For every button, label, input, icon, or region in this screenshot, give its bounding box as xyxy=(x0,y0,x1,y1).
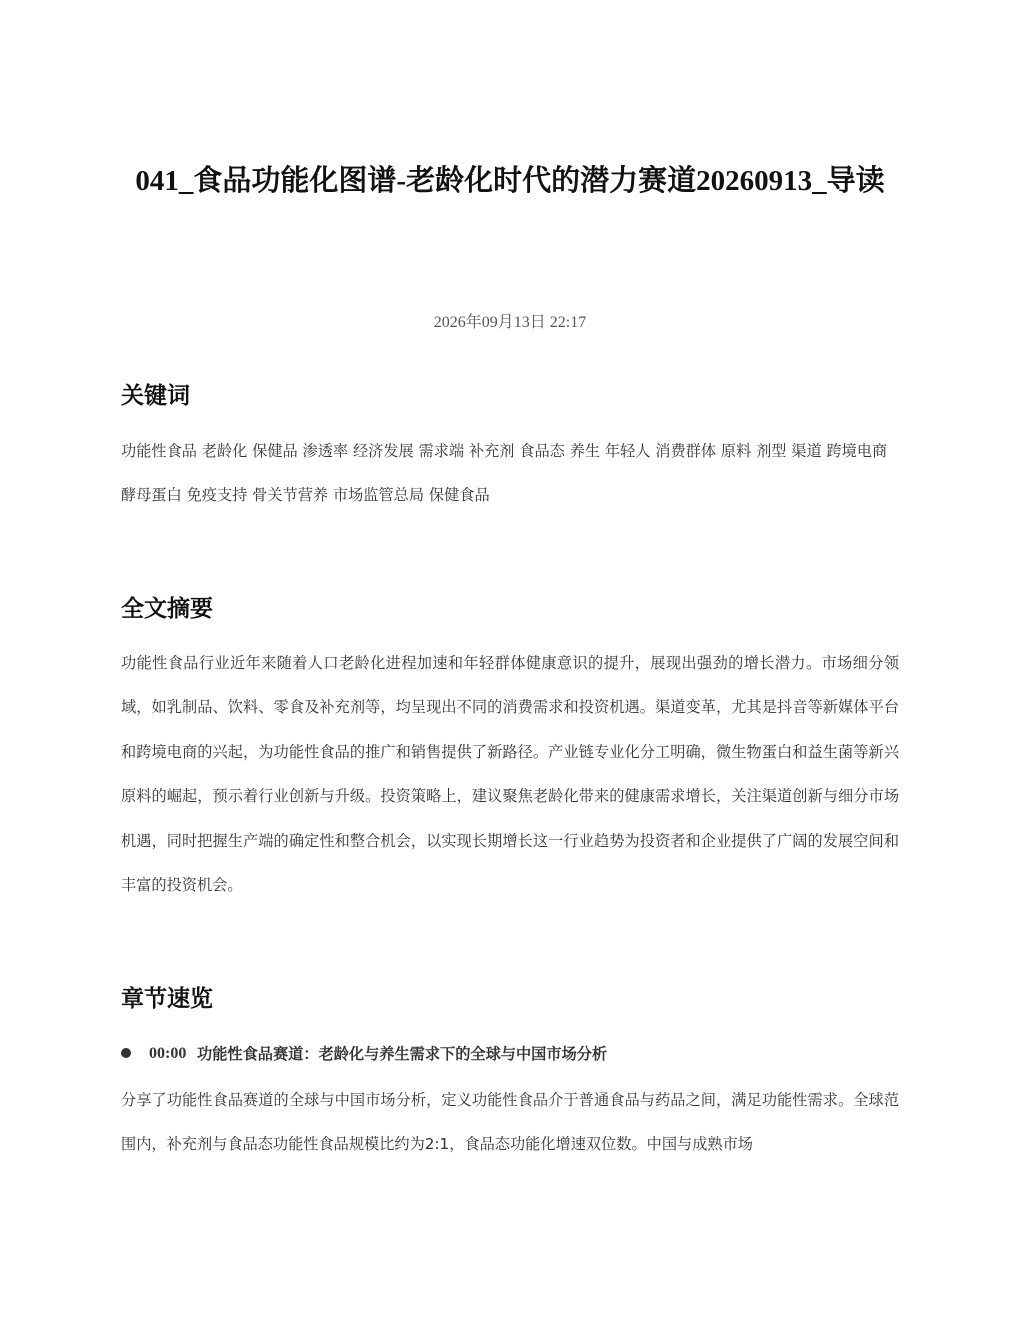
keyword: 剂型 xyxy=(756,442,787,460)
summary-text: 功能性食品行业近年来随着人口老龄化进程加速和年轻群体健康意识的提升，展现出强劲的增长潜力。市场细分领域，如乳制品、饮料、零食及补充剂等，均呈现出不同的消费需求和投资机遇。渠道变革，尤其是抖音等新媒体平台和跨境电商的兴起，为功能性食品的推广和销售提供了新路径。产业链专业化分工明确，微生物蛋白和益生菌等新兴原料的崛起，预示着行业创新与升级。投资策略上，建议聚焦老龄化带来的健康需求增长，关注渠道创新与细分市场机遇，同时把握生产端的确定性和整合机会，以实现长期增长这一行业趋势为投资者和企业提供了广阔的发展空间和丰富的投资机会。 xyxy=(121,654,899,895)
keyword: 渗透率 xyxy=(302,442,349,460)
keyword: 食品态 xyxy=(519,442,565,460)
keyword: 保健品 xyxy=(252,442,298,460)
keyword: 需求端 xyxy=(418,442,465,460)
keyword: 跨境电商 xyxy=(826,442,888,460)
chapter-timestamp: 00:00 xyxy=(149,1045,187,1062)
summary-heading: 全文摘要 xyxy=(121,596,213,622)
keyword: 年轻人 xyxy=(604,442,651,460)
keyword: 原料 xyxy=(720,442,752,460)
keyword: 市场监管总局 xyxy=(332,486,425,504)
keyword: 骨关节营养 xyxy=(252,486,329,504)
keyword: 补充剂 xyxy=(468,442,515,460)
keyword: 经济发展 xyxy=(352,442,414,460)
keyword: 免疫支持 xyxy=(186,486,248,504)
keyword: 养生 xyxy=(569,442,601,460)
keyword-list xyxy=(121,429,899,517)
keyword: 消费群体 xyxy=(655,442,717,460)
keyword: 保健食品 xyxy=(428,486,490,504)
chapter-text: 分享了功能性食品赛道的全球与中国市场分析，定义功能性食品介于普通食品与药品之间，满足功能性需求。全球范围内，补充剂与食品态功能性食品规模比约为2:1，食品态功能化增速双位数。中国与成熟市场 xyxy=(121,1091,899,1154)
keyword: 老龄化 xyxy=(201,442,248,460)
chapter-title: 功能性食品赛道：老龄化与养生需求下的全球与中国市场分析 xyxy=(197,1045,608,1063)
keyword: 功能性食品 xyxy=(121,442,197,460)
document-datetime: 2026年09月13日 22:17 xyxy=(433,314,587,331)
document-title: 041_食品功能化图谱-老龄化时代的潜力赛道20260913_导读 xyxy=(135,165,885,197)
keywords-heading: 关键词 xyxy=(121,383,190,409)
keyword: 渠道 xyxy=(791,442,822,460)
chapters-heading: 章节速览 xyxy=(121,986,213,1012)
bullet-icon xyxy=(121,1048,131,1058)
chapter-item xyxy=(121,1040,899,1068)
keyword: 酵母蛋白 xyxy=(121,486,182,504)
